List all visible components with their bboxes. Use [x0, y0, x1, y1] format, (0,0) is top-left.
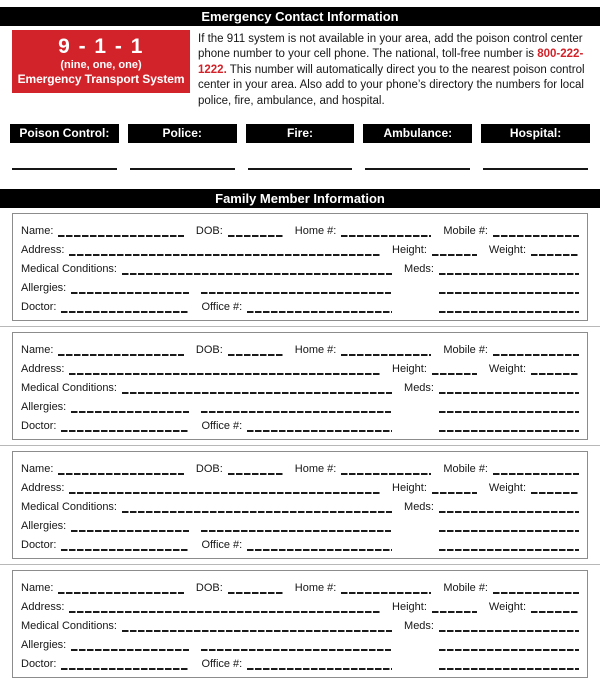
height-blank	[432, 373, 477, 375]
meds-label: Meds:	[404, 382, 434, 395]
office-phone-blank	[247, 311, 392, 313]
contact-label-box	[128, 124, 237, 143]
address-blank	[69, 254, 380, 256]
name-blank	[58, 592, 183, 594]
instructions-text-before: If the 911 system is not available in your area, add the poison control center phone number to your cell phone. The national, toll-free number is	[198, 33, 583, 61]
meds-continuation-blank-1	[439, 292, 579, 294]
medical-conditions-blank	[122, 392, 392, 394]
home-phone-blank	[341, 235, 431, 237]
meds-label: Meds:	[404, 620, 434, 633]
weight-blank	[531, 254, 579, 256]
contact-label-box	[363, 124, 472, 143]
mobile-phone-blank	[493, 235, 579, 237]
contact-label-box	[10, 124, 119, 143]
name-blank	[58, 354, 183, 356]
height-label: Height:	[392, 363, 427, 376]
family-header-bar	[0, 189, 600, 208]
allergies-blank	[71, 649, 189, 651]
contact-label: Ambulance:	[383, 126, 453, 141]
dob-blank	[228, 354, 283, 356]
weight-label: Weight:	[488, 244, 526, 257]
page-title: Emergency Contact Information	[201, 9, 399, 24]
allergies-label: Allergies:	[21, 401, 67, 414]
name-label: Name:	[21, 225, 54, 238]
weight-label: Weight:	[488, 482, 526, 495]
member-row-doctor	[21, 652, 579, 671]
weight-blank	[531, 373, 579, 375]
office-phone-label: Office #:	[201, 539, 243, 552]
allergies-blank	[71, 530, 189, 532]
name-label: Name:	[21, 463, 54, 476]
section-divider	[0, 564, 600, 565]
family-member-card	[12, 451, 588, 559]
weight-label: Weight:	[488, 601, 526, 614]
height-blank	[432, 254, 477, 256]
address-blank	[69, 611, 380, 613]
section-divider	[0, 445, 600, 446]
member-row-medical	[21, 257, 579, 276]
height-label: Height:	[392, 482, 427, 495]
mobile-phone-label: Mobile #:	[443, 582, 488, 595]
mobile-phone-label: Mobile #:	[443, 344, 488, 357]
medical-conditions-blank	[122, 273, 392, 275]
911-system-label: Emergency Transport System	[17, 72, 185, 86]
meds-continuation-blank-1	[439, 649, 579, 651]
office-phone-label: Office #:	[201, 301, 243, 314]
doctor-blank	[61, 430, 189, 432]
member-row-allergies	[21, 514, 579, 533]
allergies-continuation-blank	[201, 411, 391, 413]
family-member-card	[12, 332, 588, 440]
address-blank	[69, 492, 380, 494]
address-label: Address:	[21, 601, 65, 614]
member-row-identity	[21, 219, 579, 238]
office-phone-label: Office #:	[201, 658, 243, 671]
member-row-doctor	[21, 414, 579, 433]
member-row-allergies	[21, 276, 579, 295]
911-number: 9 - 1 - 1	[58, 35, 144, 58]
contact-label: Poison Control:	[19, 126, 110, 141]
name-blank	[58, 473, 183, 475]
allergies-continuation-blank	[201, 530, 391, 532]
emergency-contacts-row	[10, 124, 590, 143]
poison-control-instructions	[198, 30, 588, 109]
home-phone-label: Home #:	[294, 463, 337, 476]
member-row-medical	[21, 495, 579, 514]
mobile-phone-blank	[493, 592, 579, 594]
meds-continuation-blank-2	[439, 668, 579, 670]
height-blank	[432, 611, 477, 613]
doctor-label: Doctor:	[21, 539, 57, 552]
family-section-title: Family Member Information	[215, 191, 385, 207]
weight-label: Weight:	[488, 363, 526, 376]
member-row-address	[21, 476, 579, 495]
weight-blank	[531, 611, 579, 613]
address-blank	[69, 373, 380, 375]
office-phone-blank	[247, 549, 392, 551]
medical-conditions-blank	[122, 630, 392, 632]
home-phone-label: Home #:	[294, 225, 337, 238]
medical-conditions-label: Medical Conditions:	[21, 382, 117, 395]
member-row-doctor	[21, 295, 579, 314]
member-row-medical	[21, 614, 579, 633]
allergies-blank	[71, 292, 189, 294]
911-phonetic: (nine, one, one)	[60, 59, 142, 71]
allergies-label: Allergies:	[21, 639, 67, 652]
height-blank	[432, 492, 477, 494]
office-phone-blank	[247, 668, 392, 670]
contact-blank-line	[248, 143, 353, 170]
dob-label: DOB:	[195, 344, 223, 357]
dob-blank	[228, 473, 283, 475]
meds-blank	[439, 630, 579, 632]
medical-conditions-blank	[122, 511, 392, 513]
mobile-phone-blank	[493, 473, 579, 475]
medical-conditions-label: Medical Conditions:	[21, 501, 117, 514]
home-phone-label: Home #:	[294, 582, 337, 595]
member-row-doctor	[21, 533, 579, 552]
contact-blank-line	[130, 143, 235, 170]
home-phone-blank	[341, 592, 431, 594]
member-row-address	[21, 238, 579, 257]
doctor-blank	[61, 311, 189, 313]
address-label: Address:	[21, 482, 65, 495]
office-phone-label: Office #:	[201, 420, 243, 433]
member-row-identity	[21, 338, 579, 357]
intro-section	[12, 30, 588, 109]
height-label: Height:	[392, 244, 427, 257]
mobile-phone-blank	[493, 354, 579, 356]
allergies-label: Allergies:	[21, 520, 67, 533]
section-divider	[0, 326, 600, 327]
dob-label: DOB:	[195, 463, 223, 476]
dob-label: DOB:	[195, 582, 223, 595]
instructions-text-after: This number will automatically direct you to the nearest poison control center in your area. Also add to your phone’s directory the numbers for local police, fire, ambulance, and hospital.	[198, 63, 585, 107]
home-phone-blank	[341, 354, 431, 356]
office-phone-blank	[247, 430, 392, 432]
meds-blank	[439, 511, 579, 513]
mobile-phone-label: Mobile #:	[443, 225, 488, 238]
address-label: Address:	[21, 363, 65, 376]
name-label: Name:	[21, 344, 54, 357]
home-phone-label: Home #:	[294, 344, 337, 357]
contact-blank-line	[483, 143, 588, 170]
contact-label: Hospital:	[509, 126, 562, 141]
meds-continuation-blank-1	[439, 411, 579, 413]
member-row-address	[21, 595, 579, 614]
meds-label: Meds:	[404, 501, 434, 514]
doctor-label: Doctor:	[21, 301, 57, 314]
contact-label-box	[481, 124, 590, 143]
member-row-address	[21, 357, 579, 376]
doctor-blank	[61, 549, 189, 551]
member-row-medical	[21, 376, 579, 395]
home-phone-blank	[341, 473, 431, 475]
contact-blank-line	[12, 143, 117, 170]
meds-continuation-blank-1	[439, 530, 579, 532]
dob-label: DOB:	[195, 225, 223, 238]
family-member-card	[12, 570, 588, 678]
meds-blank	[439, 392, 579, 394]
allergies-blank	[71, 411, 189, 413]
medical-conditions-label: Medical Conditions:	[21, 263, 117, 276]
dob-blank	[228, 592, 283, 594]
meds-blank	[439, 273, 579, 275]
allergies-continuation-blank	[201, 292, 391, 294]
name-blank	[58, 235, 183, 237]
family-member-card	[12, 213, 588, 321]
meds-continuation-blank-2	[439, 430, 579, 432]
contact-blank-line	[365, 143, 470, 170]
member-row-identity	[21, 457, 579, 476]
member-row-identity	[21, 576, 579, 595]
meds-continuation-blank-2	[439, 549, 579, 551]
member-row-allergies	[21, 395, 579, 414]
contact-label-box	[246, 124, 355, 143]
contact-label: Fire:	[286, 126, 313, 141]
weight-blank	[531, 492, 579, 494]
medical-conditions-label: Medical Conditions:	[21, 620, 117, 633]
emergency-contacts-blanks-row	[10, 143, 590, 170]
member-row-allergies	[21, 633, 579, 652]
family-members	[0, 213, 600, 678]
doctor-blank	[61, 668, 189, 670]
doctor-label: Doctor:	[21, 658, 57, 671]
name-label: Name:	[21, 582, 54, 595]
dob-blank	[228, 235, 283, 237]
meds-label: Meds:	[404, 263, 434, 276]
address-label: Address:	[21, 244, 65, 257]
emergency-header-bar	[0, 7, 600, 26]
doctor-label: Doctor:	[21, 420, 57, 433]
allergies-label: Allergies:	[21, 282, 67, 295]
allergies-continuation-blank	[201, 649, 391, 651]
mobile-phone-label: Mobile #:	[443, 463, 488, 476]
poison-control-phone-number: 800-222-1222.	[198, 48, 584, 76]
contact-label: Police:	[162, 126, 202, 141]
meds-continuation-blank-2	[439, 311, 579, 313]
height-label: Height:	[392, 601, 427, 614]
911-badge	[12, 30, 190, 93]
